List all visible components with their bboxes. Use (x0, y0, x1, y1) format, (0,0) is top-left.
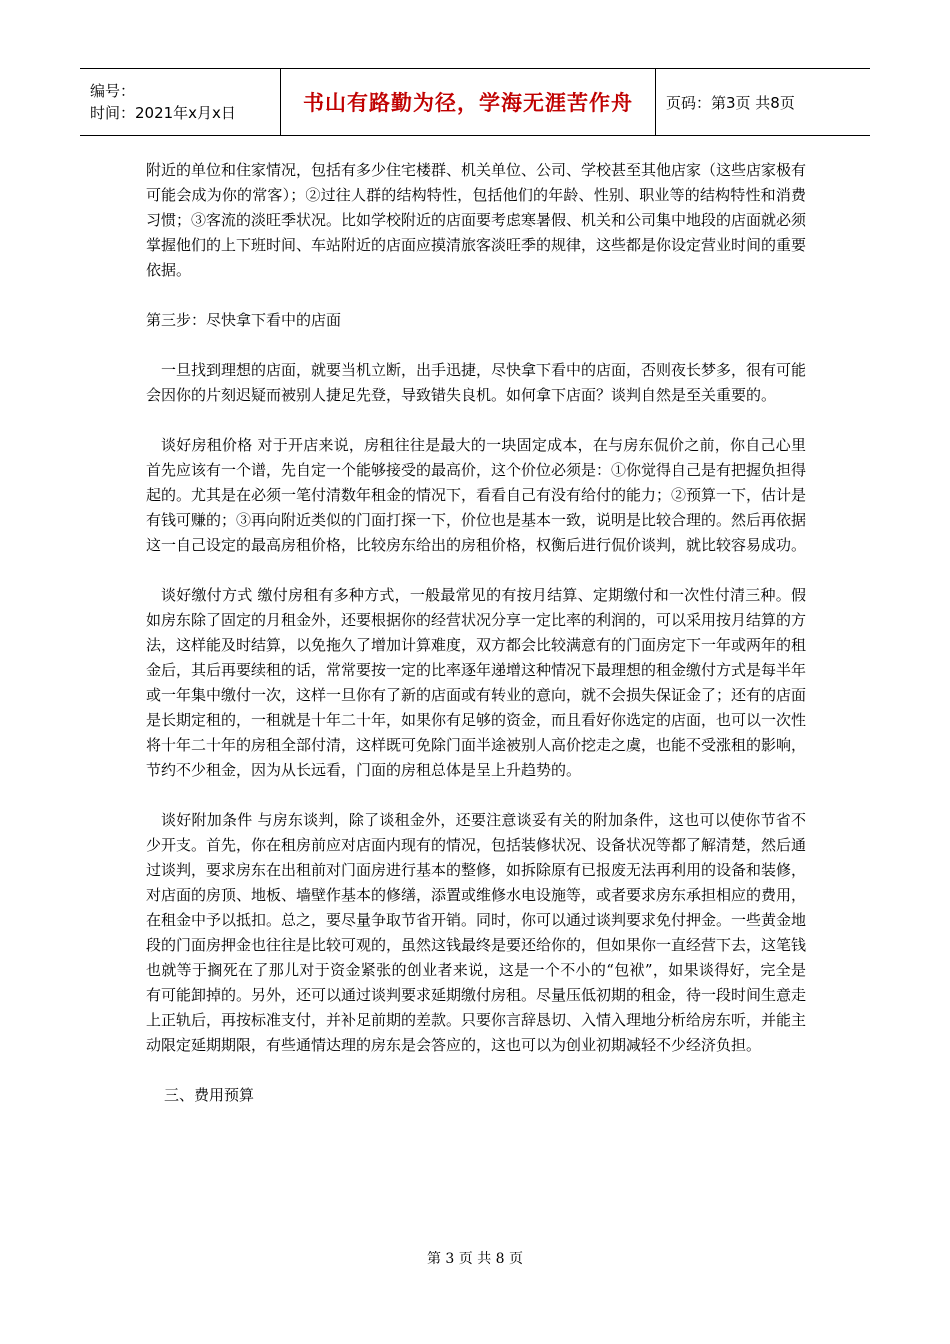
paragraph: 谈好附加条件 与房东谈判，除了谈租金外，还要注意谈妥有关的附加条件，这也可以使你节省不少开支。首先，你在租房前应对店面内现有的情况，包括装修状况、设备状况等都了解清楚，然后通过谈判，要求房东在出租前对门面房进行基本的整修，如拆除原有已报废无法再利用的设备和装修，对店面的房顶、地板、墙壁作基本的修缮，添置或维修水电设施等，或者要求房东承担相应的费用，在租金中予以抵扣。总之，要尽量争取节省开销。同时，你可以通过谈判要求免付押金。一些黄金地段的门面房押金也往往是比较可观的，虽然这钱最终是要还给你的，但如果你一直经营下去，这笔钱也就等于搁死在了那儿对于资金紧张的创业者来说，这是一个不小的“包袱”，如果谈得好，完全是有可能卸掉的。另外，还可以通过谈判要求延期缴付房租。尽量压低初期的租金，待一段时间生意走上正轨后，再按标准支付，并补足前期的差款。只要你言辞恳切、入情入理地分析给房东听，并能主动限定延期期限，有些通情达理的房东是会答应的，这也可以为创业初期减轻不少经济负担。 (146, 811, 807, 1054)
header-motto: 书山有路勤为径，学海无涯苦作舟 (280, 69, 656, 135)
section-heading: 三、费用预算 (164, 1086, 255, 1104)
header-page-number: 页码：第3页 共8页 (666, 93, 795, 112)
page-footer: 第 3 页 共 8 页 (426, 1251, 524, 1267)
paragraph: 谈好缴付方式 缴付房租有多种方式，一般最常见的有按月结算、定期缴付和一次性付清三种。假如房东除了固定的月租金外，还要根据你的经营状况分享一定比率的利润的，可以采用按月结算的方法，这样能及时结算，以免拖久了增加计算难度，双方都会比较满意有的门面房定下一年或两年的租金后，其后再要续租的话，常常要按一定的比率逐年递增这种情况下最理想的租金缴付方式是每半年或一年集中缴付一次，这样一旦你有了新的店面或有转业的意向，就不会损失保证金了；还有的店面是长期定租的，一租就是十年二十年，如果你有足够的资金，而且看好你选定的店面，也可以一次性将十年二十年的房租全部付清，这样既可免除门面半途被别人高价挖走之虞，也能不受涨租的影响，节约不少租金，因为从长远看，门面的房租总体是呈上升趋势的。 (146, 586, 807, 779)
paragraph: 一旦找到理想的店面，就要当机立断，出手迅捷，尽快拿下看中的店面，否则夜长梦多，很有可能会因你的片刻迟疑而被别人捷足先登，导致错失良机。如何拿下店面？谈判自然是至关重要的。 (146, 361, 807, 404)
page-header (80, 68, 870, 136)
paragraph: 附近的单位和住家情况，包括有多少住宅楼群、机关单位、公司、学校甚至其他店家（这些店家极有可能会成为你的常客）；②过往人群的结构特性，包括他们的年龄、性别、职业等的结构特性和消费习惯；③客流的淡旺季状况。比如学校附近的店面要考虑寒暑假、机关和公司集中地段的店面就必须掌握他们的上下班时间、车站附近的店面应摸清旅客淡旺季的规律，这些都是你设定营业时间的重要依据。 (146, 161, 807, 279)
document-body (146, 158, 806, 1133)
step-heading: 第三步：尽快拿下看中的店面 (146, 311, 342, 329)
paragraph: 谈好房租价格 对于开店来说，房租往往是最大的一块固定成本，在与房东侃价之前，你自己心里首先应该有一个谱，先自定一个能够接受的最高价，这个价位必须是：①你觉得自己是有把握负担得起的。尤其是在必须一笔付清数年租金的情况下，看看自己有没有给付的能力；②预算一下，估计是有钱可赚的；③再向附近类似的门面打探一下，价位也是基本一致，说明是比较合理的。然后再依据这一自己设定的最高房租价格，比较房东给出的房租价格，权衡后进行侃价谈判，就比较容易成功。 (146, 436, 807, 554)
document-date-label: 时间：2021年x月x日 (90, 104, 236, 122)
header-meta (80, 69, 280, 135)
document-number-label: 编号： (90, 82, 136, 100)
